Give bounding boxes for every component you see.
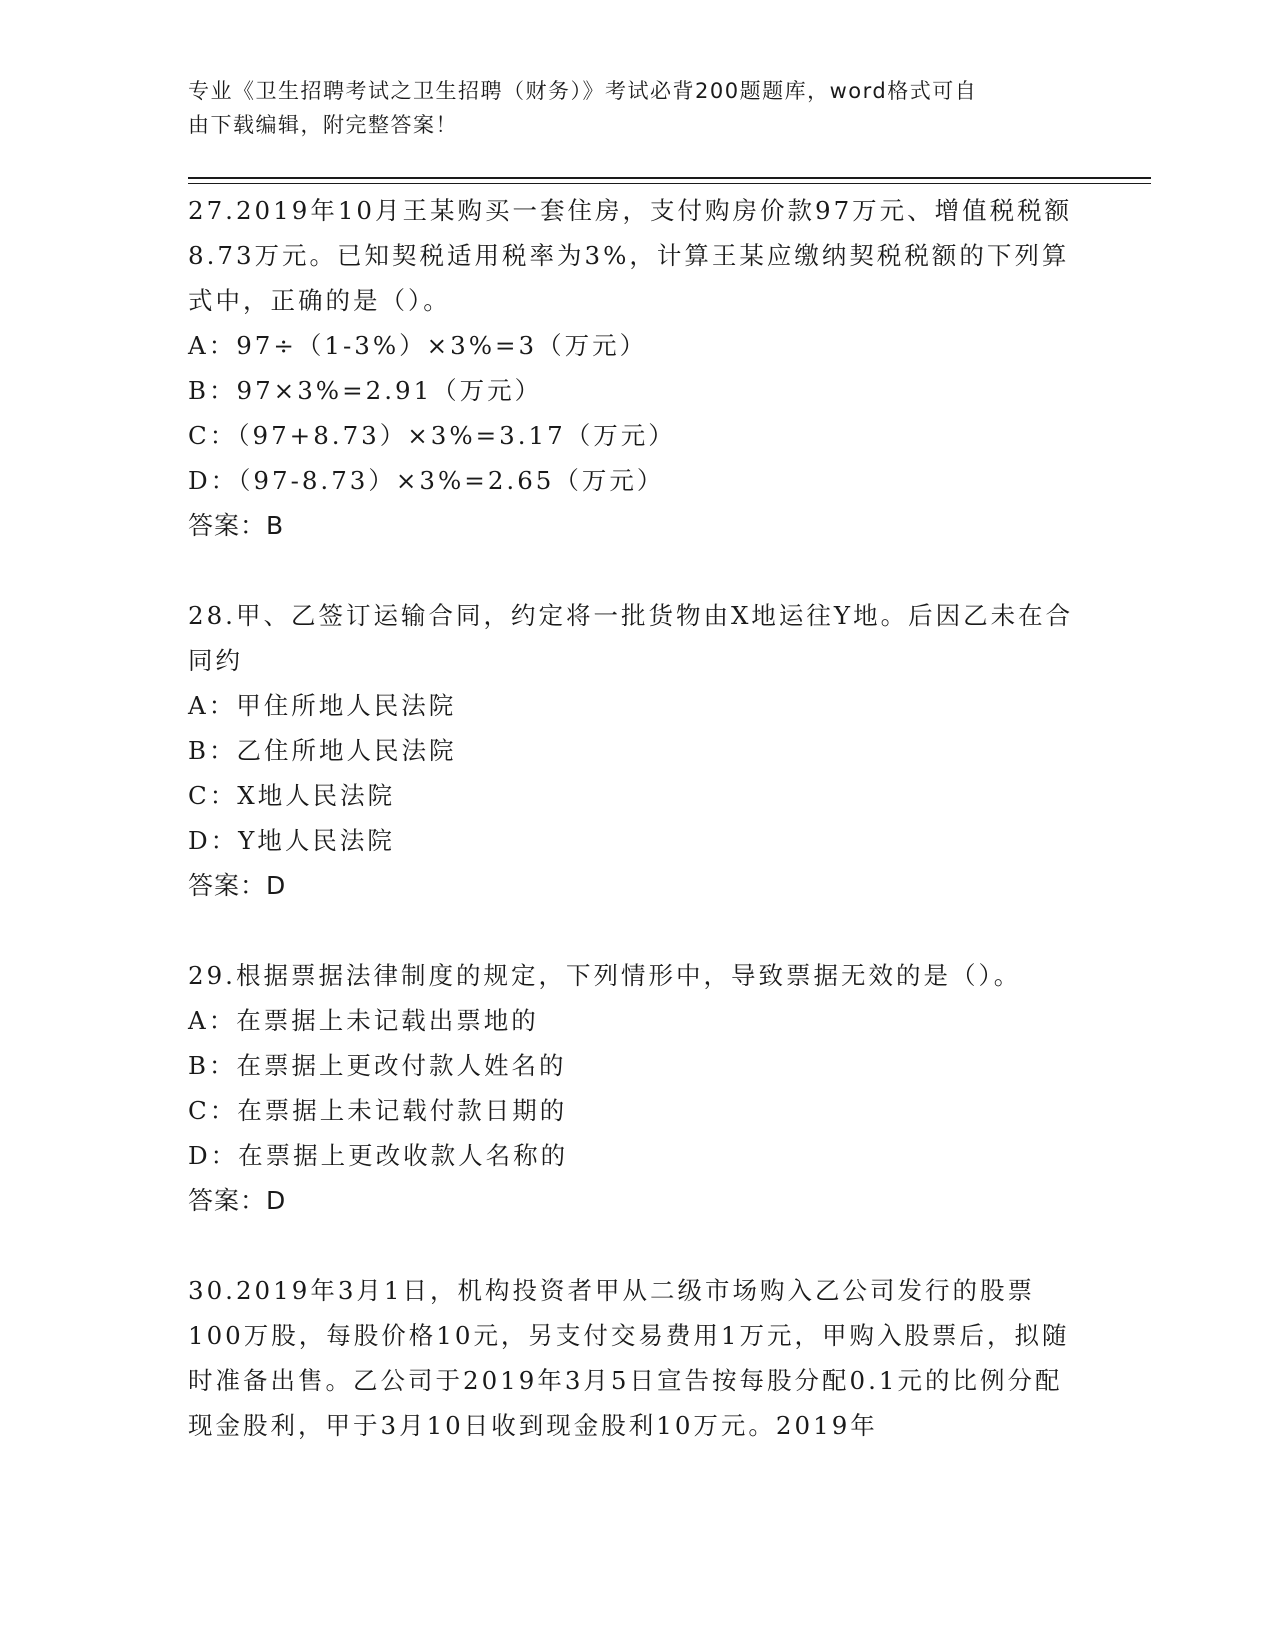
option-b: B：在票据上更改付款人姓名的: [188, 1051, 567, 1080]
header-line-2: 由下载编辑，附完整答案！: [188, 113, 458, 137]
question-stem: 29.根据票据法律制度的规定，下列情形中，导致票据无效的是（）。: [188, 961, 1022, 990]
option-a: A：甲住所地人民法院: [188, 691, 457, 720]
header-divider-thin: [188, 183, 1151, 184]
question-list: [188, 188, 1088, 1493]
answer-line: 答案：B: [188, 511, 285, 540]
header-divider-thick: [188, 177, 1151, 179]
option-d: D：Y地人民法院: [188, 826, 395, 855]
question-stem: 28.甲、乙签订运输合同，约定将一批货物由X地运往Y地。后因乙未在合同约: [188, 601, 1074, 675]
option-d: D：（97-8.73）×3%=2.65（万元）: [188, 466, 665, 495]
option-b: B：97×3%=2.91（万元）: [188, 376, 543, 405]
option-b: B：乙住所地人民法院: [188, 736, 457, 765]
option-c: C：在票据上未记载付款日期的: [188, 1096, 568, 1125]
question-28: [188, 593, 1088, 908]
question-27: [188, 188, 1088, 548]
option-d: D：在票据上更改收款人名称的: [188, 1141, 569, 1170]
answer-line: 答案：D: [188, 1186, 287, 1215]
question-30: [188, 1268, 1088, 1448]
option-a: A：在票据上未记载出票地的: [188, 1006, 539, 1035]
option-c: C：X地人民法院: [188, 781, 396, 810]
question-stem: 30.2019年3月1日，机构投资者甲从二级市场购入乙公司发行的股票100万股，每股价格10元，另支付交易费用1万元，甲购入股票后，拟随时准备出售。乙公司于2019年3月5日宣告按每股分配0.1元的比例分配现金股利，甲于3月10日收到现金股利10万元。2019年: [188, 1276, 1070, 1440]
header-line-1: 专业《卫生招聘考试之卫生招聘（财务）》考试必背200题题库，word格式可自: [188, 79, 978, 103]
answer-line: 答案：D: [188, 871, 287, 900]
question-29: [188, 953, 1088, 1223]
option-a: A：97÷（1-3%）×3%=3（万元）: [188, 331, 648, 360]
option-c: C：（97+8.73）×3%=3.17（万元）: [188, 421, 676, 450]
document-header: [188, 74, 1068, 142]
question-stem: 27.2019年10月王某购买一套住房，支付购房价款97万元、增值税税额8.73万元。已知契税适用税率为3%，计算王某应缴纳契税税额的下列算式中，正确的是（）。: [188, 196, 1073, 315]
